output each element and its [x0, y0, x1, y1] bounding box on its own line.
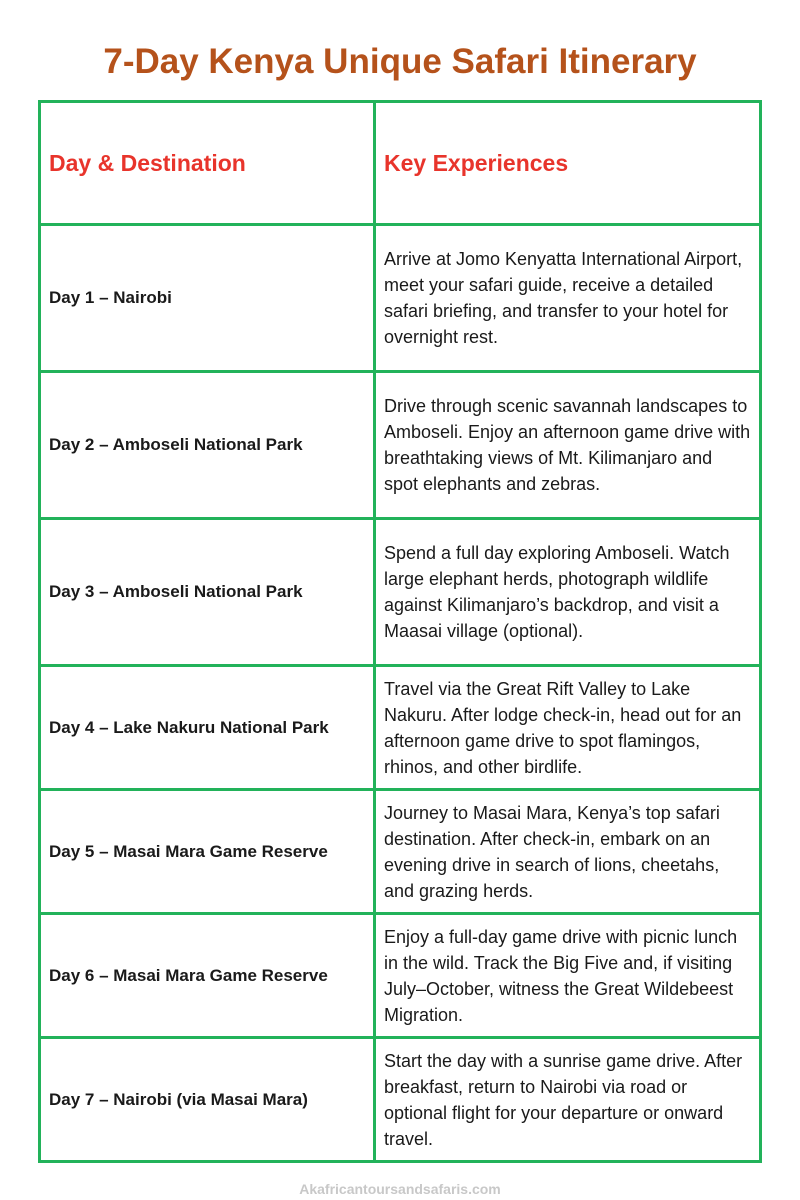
table-row — [40, 1038, 761, 1162]
column-header-day-destination: Day & Destination — [40, 102, 375, 225]
website-footer: Akafricantoursandsafaris.com — [299, 1181, 501, 1197]
experience-cell: Arrive at Jomo Kenyatta International Airport, meet your safari guide, receive a detailed safari briefing, and transfer to your hotel for overnight rest. — [375, 225, 761, 372]
experience-cell: Start the day with a sunrise game drive. After breakfast, return to Nairobi via road or optional flight for your departure or onward travel. — [375, 1038, 761, 1162]
day-cell: Day 2 – Amboseli National Park — [40, 372, 375, 519]
table-row — [40, 666, 761, 790]
column-header-key-experiences: Key Experiences — [375, 102, 761, 225]
page-title: 7-Day Kenya Unique Safari Itinerary — [103, 42, 697, 81]
experience-cell: Spend a full day exploring Amboseli. Watch large elephant herds, photograph wildlife against Kilimanjaro’s backdrop, and visit a Maasai village (optional). — [375, 519, 761, 666]
table-row — [40, 225, 761, 372]
experience-cell: Enjoy a full-day game drive with picnic lunch in the wild. Track the Big Five and, if visiting July–October, witness the Great Wildebeest Migration. — [375, 914, 761, 1038]
table-row — [40, 519, 761, 666]
day-cell: Day 7 – Nairobi (via Masai Mara) — [40, 1038, 375, 1162]
day-cell: Day 5 – Masai Mara Game Reserve — [40, 790, 375, 914]
experience-cell: Drive through scenic savannah landscapes to Amboseli. Enjoy an afternoon game drive with breathtaking views of Mt. Kilimanjaro and spot elephants and zebras. — [375, 372, 761, 519]
table-row — [40, 790, 761, 914]
table-row — [40, 914, 761, 1038]
day-cell: Day 1 – Nairobi — [40, 225, 375, 372]
table-row — [40, 372, 761, 519]
day-cell: Day 6 – Masai Mara Game Reserve — [40, 914, 375, 1038]
header-row — [40, 102, 761, 225]
day-cell: Day 4 – Lake Nakuru National Park — [40, 666, 375, 790]
experience-cell: Travel via the Great Rift Valley to Lake Nakuru. After lodge check-in, head out for an afternoon game drive to spot flamingos, rhinos, and other birdlife. — [375, 666, 761, 790]
experience-cell: Journey to Masai Mara, Kenya’s top safari destination. After check-in, embark on an evening drive in search of lions, cheetahs, and grazing herds. — [375, 790, 761, 914]
day-cell: Day 3 – Amboseli National Park — [40, 519, 375, 666]
itinerary-table — [38, 100, 762, 1163]
